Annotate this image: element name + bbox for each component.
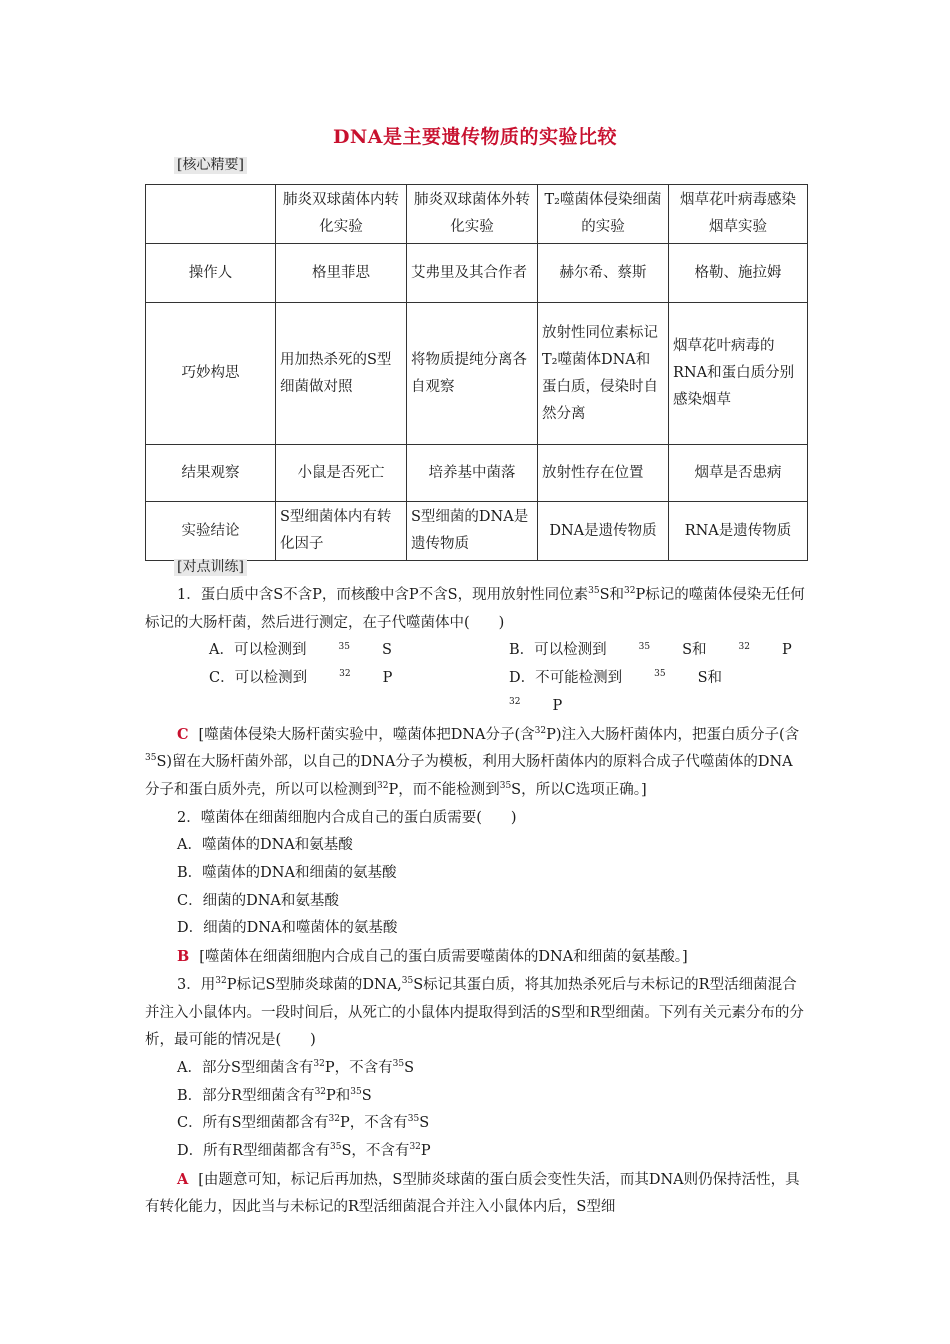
option-b: B．可以检测到 $^{35}$ S和 $^{32}$ P <box>509 641 792 659</box>
table-cell: 艾弗里及其合作者 <box>407 244 538 303</box>
table-cell: 用加热杀死的S型细菌做对照 <box>276 303 407 445</box>
row-label: 实验结论 <box>146 502 276 561</box>
table-cell: 小鼠是否死亡 <box>276 445 407 502</box>
option-c: C．细菌的DNA和氨基酸 <box>177 892 339 909</box>
option-c: C．可以检测到 $^{32}$ P <box>209 669 393 687</box>
comparison-table <box>145 184 808 561</box>
row-label: 操作人 <box>146 244 276 303</box>
section-practice-label: [对点训练] <box>174 559 247 576</box>
table-cell: DNA是遗传物质 <box>538 502 669 561</box>
answer-letter: C <box>177 725 189 743</box>
option-b: B．噬菌体的DNA和细菌的氨基酸 <box>177 865 397 882</box>
question-2-stem: 2．噬菌体在细菌细胞内合成自己的蛋白质需要( ) <box>177 809 517 826</box>
question-1-options-ab <box>145 637 807 665</box>
table-cell: 培养基中菌落 <box>407 445 538 502</box>
table-cell: 格勒、施拉姆 <box>669 244 808 303</box>
question-1-options-cd <box>145 665 807 720</box>
table-header-cell: 肺炎双球菌体外转化实验 <box>407 185 538 244</box>
option-c: C．所有S型细菌都含有$^{32}$P，不含有$^{35}$S <box>177 1114 430 1132</box>
table-cell: 放射性同位素标记T₂噬菌体DNA和蛋白质，侵染时自然分离 <box>538 303 669 445</box>
answer-letter: A <box>177 1170 189 1188</box>
answer-letter: B <box>177 948 190 966</box>
option-b: B．部分R型细菌含有$^{32}$P和$^{35}$S <box>177 1086 372 1104</box>
table-header-cell: 烟草花叶病毒感染烟草实验 <box>669 185 808 244</box>
table-header-row <box>146 185 808 244</box>
table-cell: S型细菌的DNA是遗传物质 <box>407 502 538 561</box>
option-d: D．细菌的DNA和噬菌体的氨基酸 <box>177 920 398 937</box>
table-cell: 将物质提纯分离各自观察 <box>407 303 538 445</box>
question-3-stem: 3．用$^{32}$P标记S型肺炎球菌的DNA,$^{35}$S标记其蛋白质，将其加热杀死后与未标记的R型活细菌混合并注入小鼠体内。一段时间后，从死亡的小鼠体内提取得到活的S型和R型细菌。下列有关元素分布的分析，最可能的情况是( ) <box>145 976 804 1049</box>
row-label: 结果观察 <box>146 445 276 502</box>
option-a: A．部分S型细菌含有$^{32}$P，不含有$^{35}$S <box>177 1059 415 1076</box>
section-core-label: [核心精要] <box>174 157 247 174</box>
table-row <box>146 502 808 561</box>
page-title: DNA是主要遗传物质的实验比较 <box>332 126 618 148</box>
table-cell: RNA是遗传物质 <box>669 502 808 561</box>
table-cell: 放射性存在位置 <box>538 445 669 502</box>
table-cell: 烟草是否患病 <box>669 445 808 502</box>
table-row <box>146 303 808 445</box>
option-a: A．噬菌体的DNA和氨基酸 <box>177 837 353 854</box>
question-1-stem: 1．蛋白质中含S不含P，而核酸中含P不含S，现用放射性同位素$^{35}$S和$^{32}$P标记的噬菌体侵染无任何标记的大肠杆菌，然后进行测定，在子代噬菌体中( ) <box>145 586 805 631</box>
table-cell: 赫尔希、蔡斯 <box>538 244 669 303</box>
table-cell: 格里菲思 <box>276 244 407 303</box>
table-row <box>146 244 808 303</box>
table-header-cell: T₂噬菌体侵染细菌的实验 <box>538 185 669 244</box>
option-d: D．所有R型细菌都含有$^{35}$S，不含有$^{32}$P <box>177 1142 431 1160</box>
table-row <box>146 445 808 502</box>
question-1-explanation: C [噬菌体侵染大肠杆菌实验中，噬菌体把DNA分子(含$^{32}$P)注入大肠杆菌体内，把蛋白质分子(含$^{35}$S)留在大肠杆菌外部，以自己的DNA分子为模板，利用大肠杆菌体内的原料合成子代噬菌体的DNA分子和蛋白质外壳，所以可以检测到$^{32}$P，而不能检测到$^{35}$S，所以C选项正确。] <box>145 725 800 798</box>
table-cell: 烟草花叶病毒的RNA和蛋白质分别感染烟草 <box>669 303 808 445</box>
table-cell: S型细菌体内有转化因子 <box>276 502 407 561</box>
question-3-explanation: A [由题意可知，标记后再加热，S型肺炎球菌的蛋白质会变性失活，而其DNA则仍保持活性，具有转化能力，因此当与未标记的R型活细菌混合并注入小鼠体内后，S型细 <box>145 1170 800 1216</box>
table-header-cell: 肺炎双球菌体内转化实验 <box>276 185 407 244</box>
table-header-cell <box>146 185 276 244</box>
question-2-explanation: B [噬菌体在细菌细胞内合成自己的蛋白质需要噬菌体的DNA和细菌的氨基酸。] <box>177 948 688 966</box>
questions-body <box>145 582 807 1222</box>
row-label: 巧妙构思 <box>146 303 276 445</box>
option-d: D．不可能检测到 $^{35}$ S和$^{32}$ P <box>509 669 723 714</box>
option-a: A．可以检测到 $^{35}$ S <box>209 641 392 659</box>
